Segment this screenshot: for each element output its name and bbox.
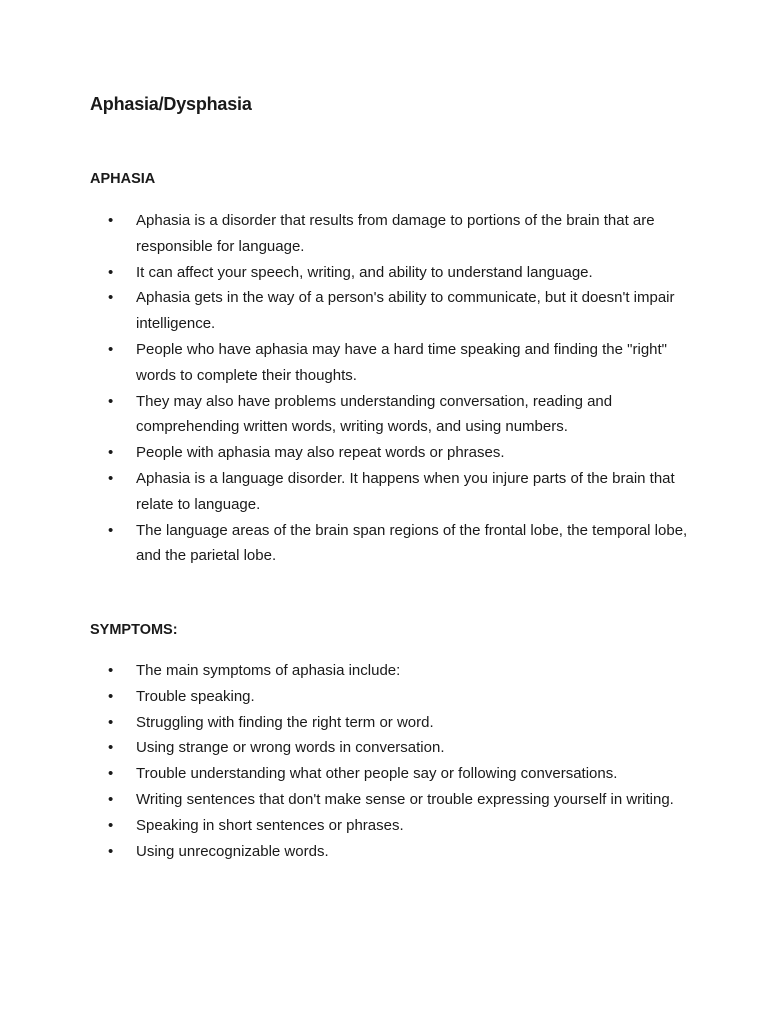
list-item-text: Speaking in short sentences or phrases. (136, 816, 404, 834)
bullet-icon: • (108, 469, 114, 487)
list-item (108, 518, 688, 570)
list-item (108, 285, 688, 337)
list-item-text: The language areas of the brain span regions of the frontal lobe, the temporal lobe, and the parietal lobe. (136, 521, 688, 565)
section-heading-symptoms: SYMPTOMS: (90, 622, 178, 638)
section-heading-aphasia: APHASIA (90, 171, 156, 187)
list-item (108, 260, 688, 286)
bullet-icon: • (108, 662, 114, 679)
list-item-text: Using strange or wrong words in conversation. (136, 739, 445, 757)
list-item (108, 813, 688, 839)
bullet-icon: • (108, 842, 114, 860)
list-item-text: People with aphasia may also repeat words or phrases. (136, 444, 505, 462)
bullet-icon: • (108, 289, 114, 307)
list-item (108, 208, 688, 260)
list-item-text: People who have aphasia may have a hard time speaking and finding the "right" words to complete their thoughts. (136, 340, 667, 384)
list-item (108, 658, 688, 684)
symptoms-bullet-list (108, 658, 688, 864)
list-item (108, 710, 688, 736)
aphasia-bullet-list (108, 208, 688, 569)
list-item (108, 440, 688, 466)
list-item-text: They may also have problems understanding conversation, reading and comprehending written words, writing words, and using numbers. (136, 392, 613, 436)
list-item (108, 684, 688, 710)
bullet-icon: • (108, 444, 114, 462)
bullet-icon: • (108, 687, 114, 705)
bullet-icon: • (108, 739, 114, 757)
bullet-icon: • (108, 790, 114, 808)
list-item-text: Writing sentences that don't make sense or trouble expressing yourself in writing. (136, 790, 674, 808)
bullet-icon: • (108, 212, 114, 229)
list-item-text: Trouble understanding what other people say or following conversations. (136, 765, 618, 783)
list-item (108, 466, 688, 518)
list-item (108, 761, 688, 787)
bullet-icon: • (108, 521, 114, 539)
list-item-text: Using unrecognizable words. (136, 842, 329, 860)
bullet-icon: • (108, 713, 114, 731)
list-item-text: It can affect your speech, writing, and ability to understand language. (136, 263, 593, 281)
list-item-text: Trouble speaking. (136, 687, 255, 705)
document-title: Aphasia/Dysphasia (90, 94, 252, 114)
list-item (108, 735, 688, 761)
list-item (108, 787, 688, 813)
list-item-text: The main symptoms of aphasia include: (136, 662, 401, 679)
list-item (108, 337, 688, 389)
list-item-text: Aphasia gets in the way of a person's ability to communicate, but it doesn't impair intelligence. (136, 289, 675, 333)
list-item (108, 839, 688, 865)
list-item-text: Struggling with finding the right term or word. (136, 713, 434, 731)
bullet-icon: • (108, 765, 114, 783)
bullet-icon: • (108, 816, 114, 834)
bullet-icon: • (108, 340, 114, 358)
bullet-icon: • (108, 263, 114, 281)
bullet-icon: • (108, 392, 114, 410)
list-item-text: Aphasia is a language disorder. It happens when you injure parts of the brain that relate to language. (136, 469, 675, 513)
list-item (108, 389, 688, 441)
list-item-text: Aphasia is a disorder that results from damage to portions of the brain that are responsible for language. (136, 212, 655, 255)
